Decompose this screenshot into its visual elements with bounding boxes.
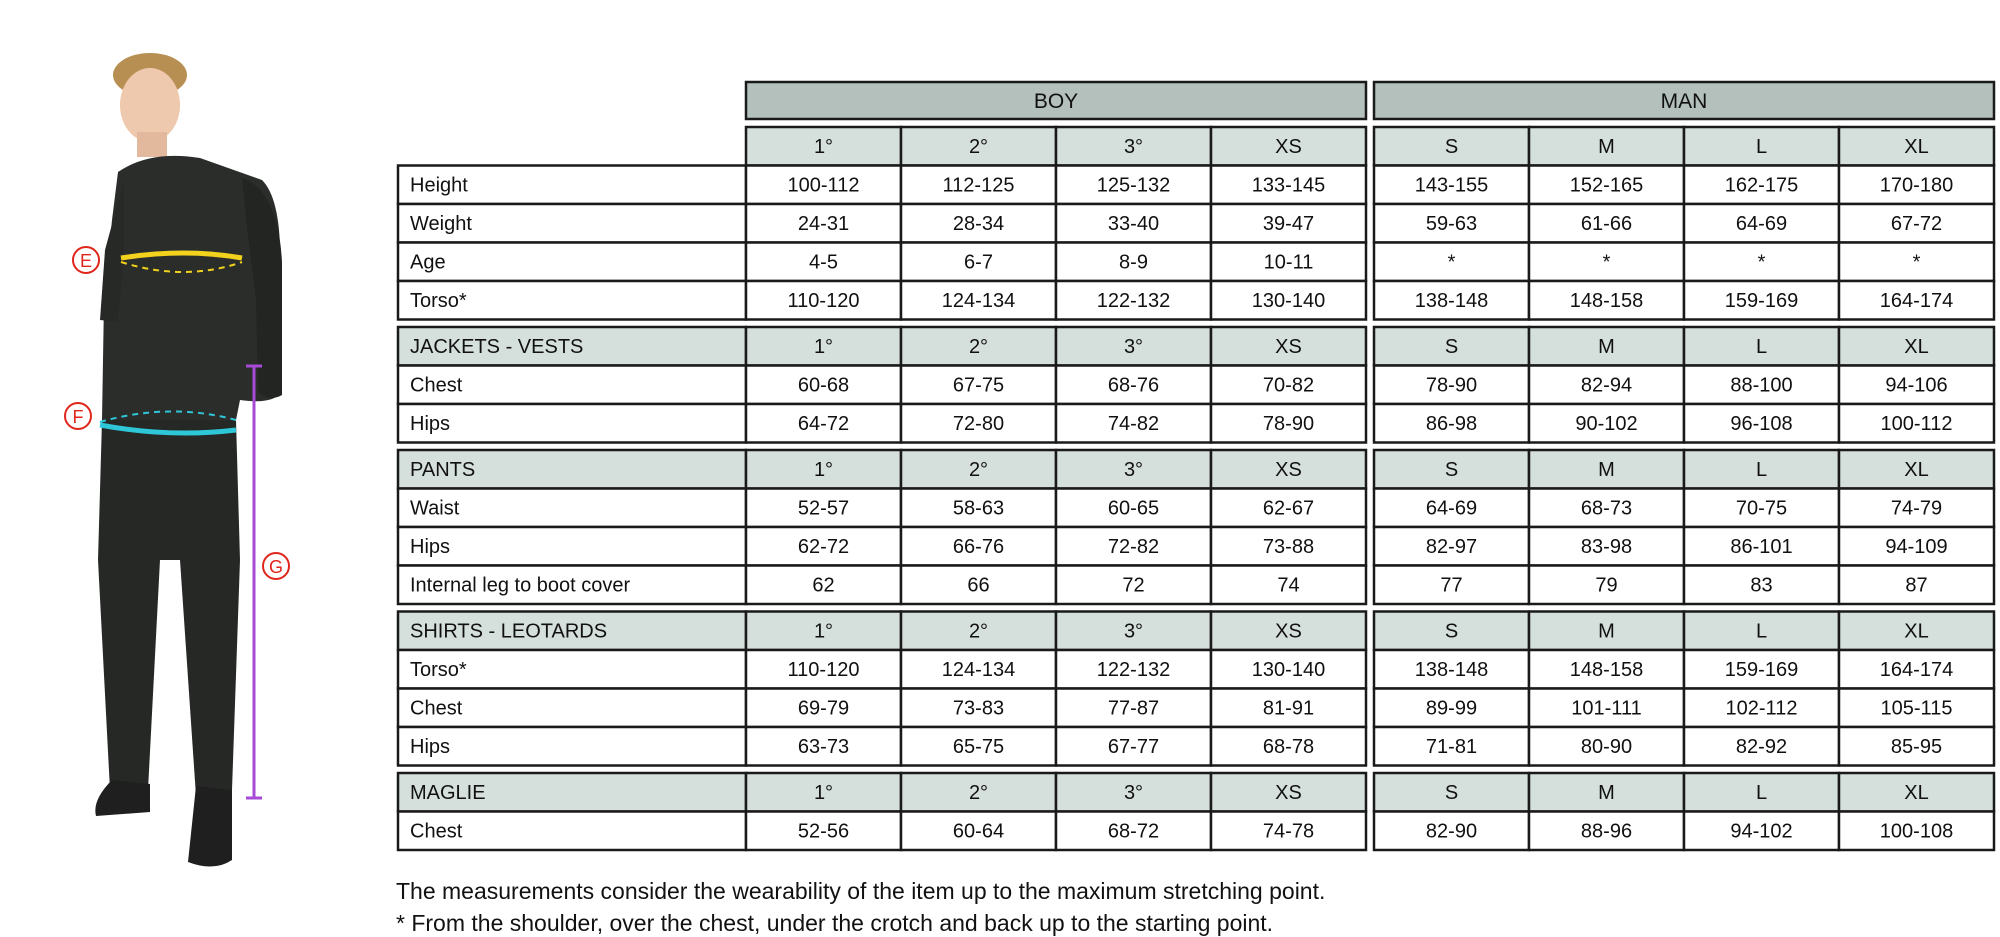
size-chart-table — [396, 80, 2000, 860]
value-text: 73-88 — [1262, 536, 1315, 558]
value-text: * — [1912, 251, 1921, 274]
value-text: 81-91 — [1262, 697, 1315, 720]
value-text: 124-134 — [941, 290, 1016, 312]
row-label-cell — [398, 243, 746, 282]
size-header-label: XL — [1904, 336, 1929, 358]
row-label: Hips — [410, 536, 451, 558]
value-text: * — [1447, 251, 1456, 274]
value-text: 62-72 — [797, 536, 850, 558]
size-header-label: 2° — [968, 136, 989, 158]
value-text: 60-68 — [797, 374, 850, 397]
value-text: 77 — [1440, 574, 1463, 597]
value-text: 64-69 — [1735, 213, 1788, 235]
size-header-label: 3° — [1123, 782, 1144, 804]
value-text: 59-63 — [1425, 213, 1478, 235]
value-text: 170-180 — [1879, 174, 1954, 197]
value-text: 78-90 — [1262, 413, 1315, 435]
value-text: 159-169 — [1724, 290, 1799, 312]
stretch-note: The measurements consider the wearability of the item up to the maximum stretching point. — [396, 878, 1326, 904]
value-text: 148-158 — [1569, 659, 1644, 681]
row-label: Height — [410, 174, 468, 197]
size-header-label: M — [1598, 336, 1615, 358]
svg-text:E: E — [79, 251, 93, 271]
size-header-label: 1° — [813, 136, 834, 158]
value-text: 82-92 — [1735, 736, 1788, 758]
row-label-cell — [398, 527, 746, 566]
value-text: 124-134 — [941, 659, 1016, 681]
row-label-cell — [398, 727, 746, 766]
value-text: 72-80 — [952, 413, 1005, 435]
size-header-label: L — [1755, 459, 1768, 481]
value-text: 130-140 — [1251, 290, 1326, 312]
row-label: Chest — [410, 820, 463, 843]
value-text: 159-169 — [1724, 659, 1799, 681]
size-header-label: XL — [1904, 136, 1929, 158]
row-label: Chest — [410, 697, 463, 720]
size-header-label: 2° — [968, 336, 989, 358]
value-text: 77-87 — [1107, 697, 1160, 720]
value-text: 65-75 — [952, 736, 1005, 758]
value-text: 64-69 — [1425, 497, 1478, 520]
size-header-label: S — [1444, 620, 1459, 643]
size-header-label: L — [1755, 336, 1768, 358]
value-text: 72-82 — [1107, 536, 1160, 558]
value-text: 138-148 — [1414, 659, 1489, 681]
leg-measure-line — [246, 366, 262, 798]
size-header-label: 1° — [813, 336, 834, 358]
size-header-label: 1° — [813, 782, 834, 804]
section-title: PANTS — [410, 459, 476, 481]
size-header-label: XS — [1275, 136, 1302, 158]
size-header-label: 3° — [1123, 459, 1144, 481]
size-header-label: 1° — [813, 459, 834, 481]
value-text: 164-174 — [1879, 290, 1954, 312]
value-text: 133-145 — [1251, 174, 1326, 197]
size-header-label: S — [1444, 782, 1459, 804]
size-header-label: L — [1755, 620, 1768, 643]
value-text: 6-7 — [964, 251, 993, 274]
size-header-label: 2° — [968, 459, 989, 481]
size-header-label: L — [1755, 782, 1768, 804]
row-label: Weight — [410, 213, 472, 235]
size-header-label: L — [1755, 136, 1768, 158]
value-text: * — [1602, 251, 1611, 274]
value-text: 94-109 — [1885, 536, 1948, 558]
model-figure — [0, 0, 390, 937]
value-text: 100-112 — [1880, 413, 1953, 435]
value-text: 52-57 — [797, 497, 850, 520]
value-text: 94-106 — [1885, 374, 1948, 397]
row-label: Age — [410, 251, 446, 274]
torso-footnote: * From the shoulder, over the chest, under the crotch and back up to the starting point. — [396, 910, 1274, 936]
value-text: 61-66 — [1580, 213, 1633, 235]
value-text: 94-102 — [1730, 820, 1793, 843]
size-header-label: 3° — [1123, 620, 1144, 643]
value-text: 125-132 — [1096, 174, 1171, 197]
value-text: 85-95 — [1890, 736, 1943, 758]
value-text: 70-75 — [1735, 497, 1788, 520]
value-text: 8-9 — [1119, 251, 1148, 274]
value-text: 88-96 — [1580, 820, 1633, 843]
value-text: 66-76 — [952, 536, 1005, 558]
value-text: 152-165 — [1569, 174, 1644, 197]
value-text: 28-34 — [952, 213, 1005, 235]
size-header-label: XL — [1904, 620, 1929, 643]
value-text: 148-158 — [1569, 290, 1644, 312]
marker-g — [263, 553, 289, 579]
size-header-label: XL — [1904, 782, 1929, 804]
svg-text:G: G — [268, 557, 284, 577]
value-text: 100-108 — [1879, 820, 1954, 843]
value-text: 100-112 — [787, 174, 860, 197]
value-text: 74 — [1277, 574, 1300, 597]
row-label: Hips — [410, 413, 451, 435]
row-label-cell — [398, 404, 746, 443]
value-text: 162-175 — [1724, 174, 1799, 197]
row-label: Chest — [410, 374, 463, 397]
size-header-label: XS — [1275, 459, 1302, 481]
value-text: * — [1757, 251, 1766, 274]
value-text: 105-115 — [1880, 697, 1953, 720]
size-header-label: XL — [1904, 459, 1929, 481]
row-label: Torso* — [410, 290, 467, 312]
value-text: 130-140 — [1251, 659, 1326, 681]
size-header-label: S — [1444, 459, 1459, 481]
value-text: 87 — [1905, 574, 1928, 597]
value-text: 110-120 — [787, 659, 860, 681]
value-text: 86-98 — [1425, 413, 1478, 435]
row-label: Torso* — [410, 659, 467, 681]
value-text: 78-90 — [1425, 374, 1478, 397]
group-header-label: MAN — [1660, 90, 1708, 113]
value-text: 122-132 — [1096, 659, 1171, 681]
value-text: 60-65 — [1107, 497, 1160, 520]
section-title: MAGLIE — [410, 782, 486, 804]
value-text: 70-82 — [1262, 374, 1315, 397]
value-text: 164-174 — [1879, 659, 1954, 681]
value-text: 63-73 — [797, 736, 850, 758]
value-text: 102-112 — [1725, 697, 1798, 720]
value-text: 64-72 — [797, 413, 850, 435]
value-text: 143-155 — [1414, 174, 1489, 197]
value-text: 71-81 — [1425, 736, 1478, 758]
row-label: Internal leg to boot cover — [410, 574, 631, 597]
value-text: 138-148 — [1414, 290, 1489, 312]
size-header-label: XS — [1275, 782, 1302, 804]
row-label: Waist — [410, 497, 460, 520]
section-title: JACKETS - VESTS — [410, 336, 584, 358]
value-text: 83 — [1750, 574, 1773, 597]
value-text: 89-99 — [1425, 697, 1478, 720]
value-text: 74-79 — [1890, 497, 1943, 520]
value-text: 74-82 — [1107, 413, 1160, 435]
value-text: 73-83 — [952, 697, 1005, 720]
value-text: 60-64 — [952, 820, 1005, 843]
marker-e — [73, 247, 99, 273]
value-text: 80-90 — [1580, 736, 1633, 758]
value-text: 67-72 — [1890, 213, 1943, 235]
marker-f — [65, 403, 91, 429]
value-text: 67-77 — [1107, 736, 1160, 758]
value-text: 24-31 — [797, 213, 850, 235]
size-header-label: 3° — [1123, 336, 1144, 358]
group-header-label: BOY — [1033, 90, 1079, 113]
value-text: 112-125 — [942, 174, 1015, 197]
value-text: 72 — [1122, 574, 1145, 597]
value-text: 33-40 — [1107, 213, 1160, 235]
size-header-label: M — [1598, 459, 1615, 481]
size-header-label: 3° — [1123, 136, 1144, 158]
value-text: 67-75 — [952, 374, 1005, 397]
value-text: 83-98 — [1580, 536, 1633, 558]
value-text: 79 — [1595, 574, 1618, 597]
value-text: 96-108 — [1730, 413, 1793, 435]
value-text: 101-111 — [1571, 697, 1642, 720]
value-text: 82-90 — [1425, 820, 1478, 843]
size-header-label: 2° — [968, 782, 989, 804]
value-text: 69-79 — [797, 697, 850, 720]
size-header-label: M — [1598, 136, 1615, 158]
value-text: 82-94 — [1580, 374, 1633, 397]
value-text: 88-100 — [1730, 374, 1793, 397]
value-text: 68-72 — [1107, 820, 1160, 843]
size-header-label: XS — [1275, 620, 1302, 643]
value-text: 90-102 — [1575, 413, 1638, 435]
size-header-label: S — [1444, 336, 1459, 358]
value-text: 10-11 — [1263, 251, 1314, 274]
size-header-label: 1° — [813, 620, 834, 643]
size-header-label: M — [1598, 620, 1615, 643]
value-text: 68-78 — [1262, 736, 1315, 758]
value-text: 58-63 — [952, 497, 1005, 520]
value-text: 52-56 — [797, 820, 850, 843]
value-text: 110-120 — [787, 290, 860, 312]
size-header-label: 2° — [968, 620, 989, 643]
row-label: Hips — [410, 736, 451, 758]
value-text: 66 — [967, 574, 990, 597]
svg-text:F: F — [72, 407, 84, 427]
value-text: 86-101 — [1730, 536, 1793, 558]
value-text: 39-47 — [1262, 213, 1315, 235]
size-header-label: S — [1444, 136, 1459, 158]
value-text: 62-67 — [1262, 497, 1315, 520]
size-header-label: M — [1598, 782, 1615, 804]
value-text: 62 — [812, 574, 835, 597]
value-text: 68-73 — [1580, 497, 1633, 520]
section-title: SHIRTS - LEOTARDS — [410, 620, 608, 643]
value-text: 4-5 — [809, 251, 838, 274]
value-text: 122-132 — [1096, 290, 1171, 312]
value-text: 82-97 — [1425, 536, 1478, 558]
value-text: 68-76 — [1107, 374, 1160, 397]
size-header-label: XS — [1275, 336, 1302, 358]
value-text: 74-78 — [1262, 820, 1315, 843]
